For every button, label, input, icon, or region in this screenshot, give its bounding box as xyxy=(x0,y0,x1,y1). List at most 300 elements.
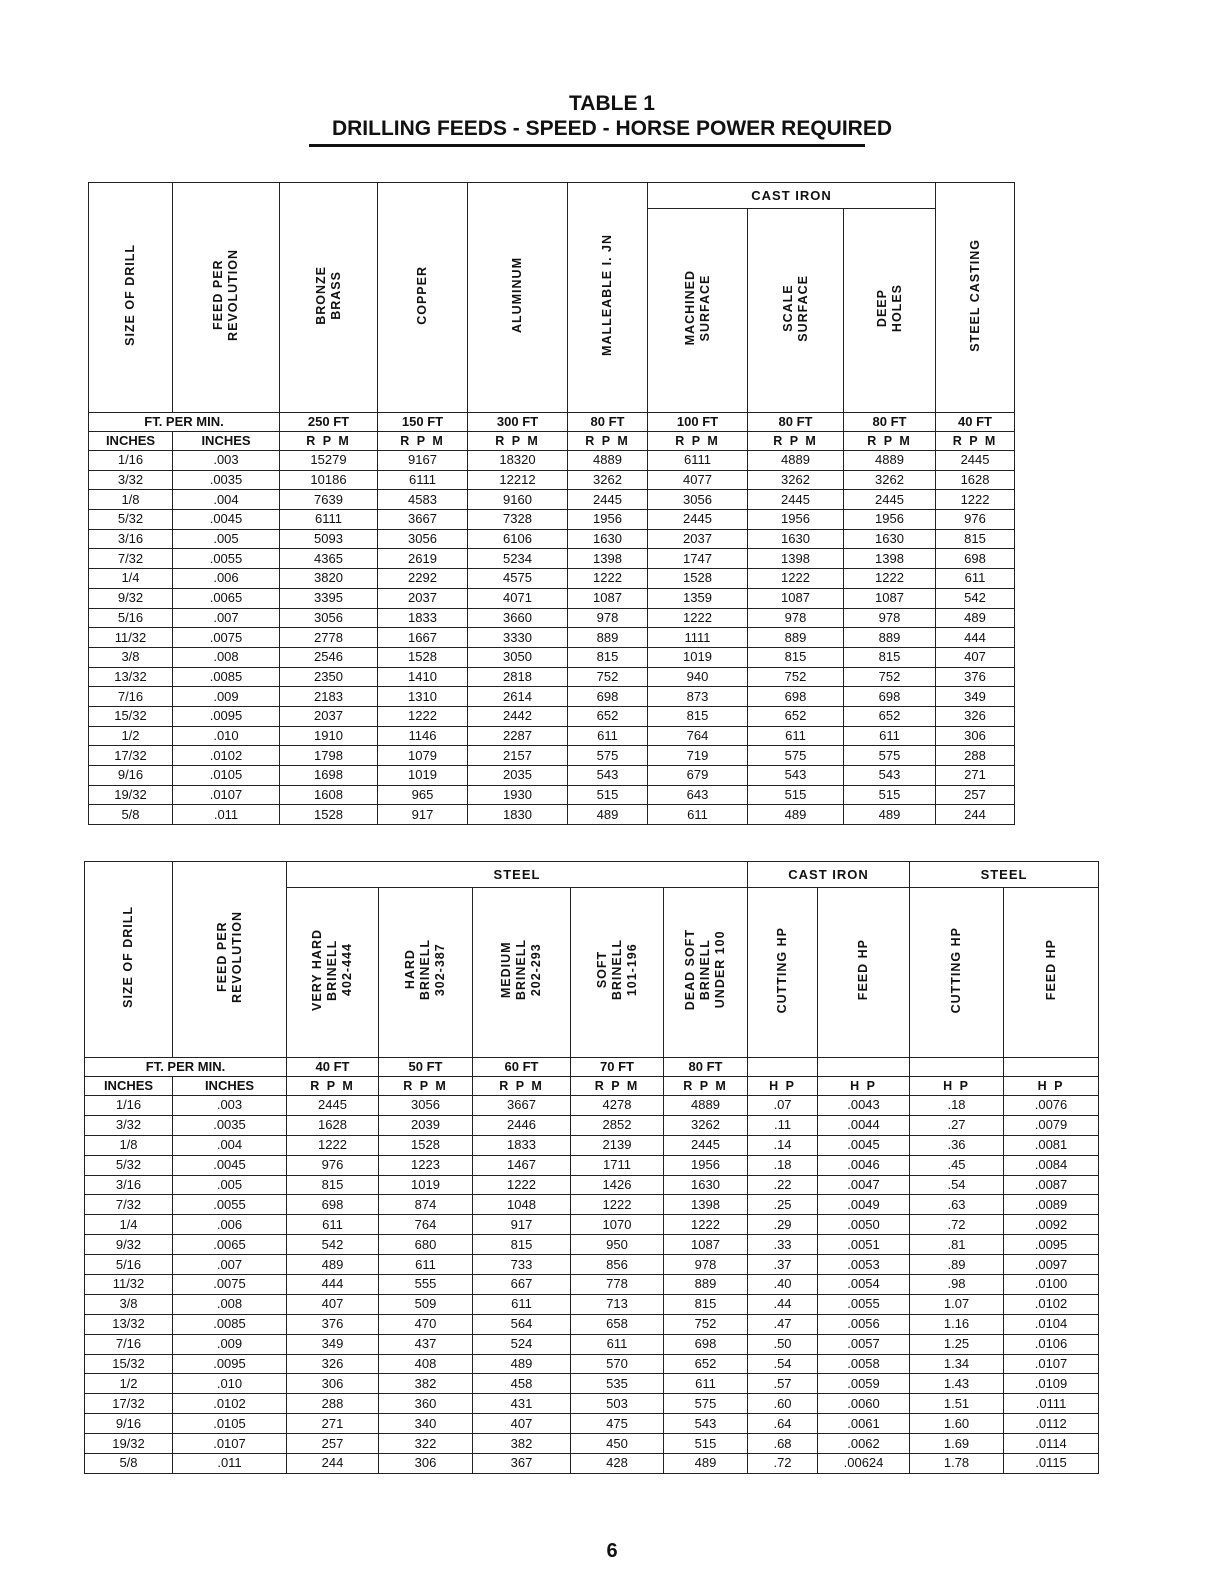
value-cell: 1087 xyxy=(664,1235,748,1255)
value-cell: 2445 xyxy=(844,490,936,510)
value-cell: 1222 xyxy=(648,608,748,628)
value-cell: 7639 xyxy=(280,490,378,510)
value-cell: 4071 xyxy=(468,588,568,608)
value-cell: 652 xyxy=(664,1354,748,1374)
ft-per-min-label: FT. PER MIN. xyxy=(85,1058,287,1077)
value-cell: 815 xyxy=(664,1294,748,1314)
value-cell: 322 xyxy=(379,1434,473,1454)
value-cell: 543 xyxy=(568,766,648,786)
value-cell: 815 xyxy=(748,647,844,667)
col-header-feed: FEED PER REVOLUTION xyxy=(173,183,280,413)
value-cell: 475 xyxy=(571,1414,664,1434)
value-cell: .0106 xyxy=(1004,1334,1099,1354)
value-cell: 815 xyxy=(844,647,936,667)
value-cell: 515 xyxy=(748,785,844,805)
unit-rpm: R P M xyxy=(936,432,1015,451)
feed-cell: .010 xyxy=(173,1374,287,1394)
unit-row xyxy=(85,1077,1099,1096)
value-cell: 489 xyxy=(936,608,1015,628)
value-cell: 3056 xyxy=(379,1096,473,1116)
value-cell: .0060 xyxy=(818,1394,910,1414)
drill-size-cell: 17/32 xyxy=(89,746,173,766)
speed-row xyxy=(85,1058,1099,1077)
value-cell: 889 xyxy=(664,1275,748,1295)
value-cell: 542 xyxy=(287,1235,379,1255)
value-cell: 976 xyxy=(287,1155,379,1175)
value-cell: 733 xyxy=(473,1255,571,1275)
value-cell: 458 xyxy=(473,1374,571,1394)
value-cell: .0115 xyxy=(1004,1454,1099,1474)
value-cell: 752 xyxy=(664,1314,748,1334)
value-cell: 575 xyxy=(748,746,844,766)
value-cell: 244 xyxy=(936,805,1015,825)
drill-size-cell: 3/8 xyxy=(85,1294,173,1314)
value-cell: 382 xyxy=(473,1434,571,1454)
table-row xyxy=(89,549,1015,569)
value-cell: 1830 xyxy=(468,805,568,825)
unit-inches: INCHES xyxy=(173,1077,287,1096)
value-cell: 698 xyxy=(844,687,936,707)
value-cell: 408 xyxy=(379,1354,473,1374)
value-cell: 349 xyxy=(287,1334,379,1354)
col-header-malleable: MALLEABLE I. JN xyxy=(568,183,648,413)
value-cell: 1079 xyxy=(378,746,468,766)
drill-size-cell: 1/4 xyxy=(85,1215,173,1235)
value-cell: 889 xyxy=(748,628,844,648)
value-cell: 4889 xyxy=(664,1096,748,1116)
value-cell: .63 xyxy=(910,1195,1004,1215)
value-cell: 1.78 xyxy=(910,1454,1004,1474)
empty-cell xyxy=(1004,1058,1099,1077)
value-cell: 1528 xyxy=(379,1135,473,1155)
value-cell: 1833 xyxy=(473,1135,571,1155)
value-cell: 874 xyxy=(379,1195,473,1215)
col-header-size: SIZE OF DRILL xyxy=(85,862,173,1058)
speed-cell: 80 FT xyxy=(844,413,936,432)
value-cell: 1111 xyxy=(648,628,748,648)
value-cell: 1.07 xyxy=(910,1294,1004,1314)
feed-cell: .009 xyxy=(173,1334,287,1354)
value-cell: 555 xyxy=(379,1275,473,1295)
value-cell: 1146 xyxy=(378,726,468,746)
value-cell: 5234 xyxy=(468,549,568,569)
drill-size-cell: 11/32 xyxy=(89,628,173,648)
unit-hp: H P xyxy=(748,1077,818,1096)
table-row xyxy=(89,706,1015,726)
value-cell: .50 xyxy=(748,1334,818,1354)
table-row xyxy=(89,726,1015,746)
table-row xyxy=(85,1454,1099,1474)
feed-cell: .0105 xyxy=(173,766,280,786)
drill-size-cell: 7/32 xyxy=(85,1195,173,1215)
value-cell: .00624 xyxy=(818,1454,910,1474)
feed-cell: .0045 xyxy=(173,510,280,530)
value-cell: 667 xyxy=(473,1275,571,1295)
drill-size-cell: 19/32 xyxy=(89,785,173,805)
col-header-size: SIZE OF DRILL xyxy=(89,183,173,413)
group-header-steel-hp: STEEL xyxy=(910,862,1099,888)
value-cell: 1359 xyxy=(648,588,748,608)
value-cell: .0054 xyxy=(818,1275,910,1295)
value-cell: 978 xyxy=(568,608,648,628)
value-cell: .68 xyxy=(748,1434,818,1454)
table-row xyxy=(89,470,1015,490)
value-cell: 1398 xyxy=(664,1195,748,1215)
value-cell: 978 xyxy=(844,608,936,628)
value-cell: .44 xyxy=(748,1294,818,1314)
value-cell: 349 xyxy=(936,687,1015,707)
speed-row xyxy=(89,413,1015,432)
value-cell: 543 xyxy=(664,1414,748,1434)
drill-size-cell: 3/16 xyxy=(89,529,173,549)
table-row xyxy=(85,1235,1099,1255)
drill-size-cell: 5/8 xyxy=(89,805,173,825)
value-cell: 1.16 xyxy=(910,1314,1004,1334)
value-cell: 2037 xyxy=(648,529,748,549)
value-cell: 2818 xyxy=(468,667,568,687)
value-cell: .72 xyxy=(910,1215,1004,1235)
value-cell: 1628 xyxy=(287,1115,379,1135)
value-cell: .27 xyxy=(910,1115,1004,1135)
col-header-dead-soft: DEAD SOFT BRINELL UNDER 100 xyxy=(664,888,748,1058)
value-cell: 1667 xyxy=(378,628,468,648)
value-cell: 3660 xyxy=(468,608,568,628)
value-cell: 326 xyxy=(936,706,1015,726)
value-cell: 1630 xyxy=(748,529,844,549)
value-cell: 719 xyxy=(648,746,748,766)
drill-size-cell: 3/16 xyxy=(85,1175,173,1195)
table-row xyxy=(85,1414,1099,1434)
value-cell: 1628 xyxy=(936,470,1015,490)
value-cell: 2292 xyxy=(378,569,468,589)
drill-size-cell: 7/32 xyxy=(89,549,173,569)
table-row xyxy=(85,1394,1099,1414)
value-cell: 306 xyxy=(287,1374,379,1394)
value-cell: .37 xyxy=(748,1255,818,1275)
empty-cell xyxy=(748,1058,818,1077)
table-row xyxy=(85,1354,1099,1374)
speed-cell: 60 FT xyxy=(473,1058,571,1077)
value-cell: 1698 xyxy=(280,766,378,786)
value-cell: .0095 xyxy=(1004,1235,1099,1255)
drill-size-cell: 7/16 xyxy=(85,1334,173,1354)
value-cell: 2445 xyxy=(664,1135,748,1155)
value-cell: 1910 xyxy=(280,726,378,746)
table-row xyxy=(89,785,1015,805)
value-cell: 698 xyxy=(936,549,1015,569)
value-cell: 1222 xyxy=(571,1195,664,1215)
unit-rpm: R P M xyxy=(379,1077,473,1096)
feed-cell: .010 xyxy=(173,726,280,746)
value-cell: .81 xyxy=(910,1235,1004,1255)
value-cell: 431 xyxy=(473,1394,571,1414)
value-cell: 489 xyxy=(748,805,844,825)
drill-size-cell: 3/32 xyxy=(89,470,173,490)
value-cell: .0057 xyxy=(818,1334,910,1354)
speed-cell: 70 FT xyxy=(571,1058,664,1077)
unit-rpm: R P M xyxy=(844,432,936,451)
col-header-soft: SOFT BRINELL 101-196 xyxy=(571,888,664,1058)
value-cell: 2035 xyxy=(468,766,568,786)
value-cell: .60 xyxy=(748,1394,818,1414)
speed-cell: 40 FT xyxy=(936,413,1015,432)
value-cell: 18320 xyxy=(468,451,568,471)
value-cell: .0092 xyxy=(1004,1215,1099,1235)
feed-cell: .0065 xyxy=(173,588,280,608)
feed-cell: .0055 xyxy=(173,549,280,569)
unit-rpm: R P M xyxy=(378,432,468,451)
value-cell: 1711 xyxy=(571,1155,664,1175)
drill-size-cell: 9/16 xyxy=(89,766,173,786)
unit-rpm: R P M xyxy=(280,432,378,451)
drill-size-cell: 1/8 xyxy=(89,490,173,510)
value-cell: 1956 xyxy=(748,510,844,530)
value-cell: 1087 xyxy=(748,588,844,608)
unit-hp: H P xyxy=(910,1077,1004,1096)
value-cell: 1070 xyxy=(571,1215,664,1235)
unit-inches: INCHES xyxy=(85,1077,173,1096)
value-cell: 509 xyxy=(379,1294,473,1314)
value-cell: 271 xyxy=(287,1414,379,1434)
value-cell: .36 xyxy=(910,1135,1004,1155)
value-cell: 652 xyxy=(844,706,936,726)
drill-size-cell: 19/32 xyxy=(85,1434,173,1454)
col-header-deep: DEEP HOLES xyxy=(844,209,936,413)
unit-rpm: R P M xyxy=(287,1077,379,1096)
value-cell: 360 xyxy=(379,1394,473,1414)
value-cell: 2445 xyxy=(748,490,844,510)
feed-cell: .004 xyxy=(173,490,280,510)
value-cell: 271 xyxy=(936,766,1015,786)
value-cell: .47 xyxy=(748,1314,818,1334)
header-row xyxy=(89,183,1015,209)
unit-rpm: R P M xyxy=(473,1077,571,1096)
table-row xyxy=(89,667,1015,687)
value-cell: 1222 xyxy=(844,569,936,589)
col-header-ci-cutting-hp: CUTTING HP xyxy=(748,888,818,1058)
value-cell: .0045 xyxy=(818,1135,910,1155)
value-cell: 376 xyxy=(287,1314,379,1334)
value-cell: 2446 xyxy=(473,1115,571,1135)
drill-size-cell: 7/16 xyxy=(89,687,173,707)
table-row xyxy=(85,1155,1099,1175)
feed-cell: .006 xyxy=(173,569,280,589)
col-header-very-hard: VERY HARD BRINELL 402-444 xyxy=(287,888,379,1058)
speed-cell: 80 FT xyxy=(748,413,844,432)
feed-cell: .0102 xyxy=(173,1394,287,1414)
value-cell: 1019 xyxy=(648,647,748,667)
value-cell: .14 xyxy=(748,1135,818,1155)
value-cell: 965 xyxy=(378,785,468,805)
value-cell: 764 xyxy=(648,726,748,746)
value-cell: 470 xyxy=(379,1314,473,1334)
col-header-steel-casting: STEEL CASTING xyxy=(936,183,1015,413)
value-cell: 1398 xyxy=(844,549,936,569)
value-cell: 6111 xyxy=(648,451,748,471)
value-cell: .0081 xyxy=(1004,1135,1099,1155)
header-row xyxy=(85,862,1099,888)
value-cell: 1019 xyxy=(379,1175,473,1195)
value-cell: .18 xyxy=(748,1155,818,1175)
value-cell: 1.69 xyxy=(910,1434,1004,1454)
value-cell: 1.60 xyxy=(910,1414,1004,1434)
table-row xyxy=(89,588,1015,608)
value-cell: 815 xyxy=(648,706,748,726)
feed-cell: .0065 xyxy=(173,1235,287,1255)
value-cell: 15279 xyxy=(280,451,378,471)
value-cell: 1630 xyxy=(844,529,936,549)
drill-size-cell: 5/8 xyxy=(85,1454,173,1474)
value-cell: .40 xyxy=(748,1275,818,1295)
value-cell: 611 xyxy=(936,569,1015,589)
value-cell: .0109 xyxy=(1004,1374,1099,1394)
value-cell: 679 xyxy=(648,766,748,786)
drill-size-cell: 5/16 xyxy=(85,1255,173,1275)
table-row xyxy=(89,529,1015,549)
table-row xyxy=(85,1434,1099,1454)
drill-size-cell: 9/16 xyxy=(85,1414,173,1434)
page-title: DRILLING FEEDS - SPEED - HORSE POWER REQUIRED xyxy=(331,117,893,140)
feed-cell: .0045 xyxy=(173,1155,287,1175)
value-cell: 3667 xyxy=(473,1096,571,1116)
value-cell: 1956 xyxy=(568,510,648,530)
value-cell: .0112 xyxy=(1004,1414,1099,1434)
value-cell: 1.34 xyxy=(910,1354,1004,1374)
value-cell: 815 xyxy=(287,1175,379,1195)
drilling-speed-table xyxy=(88,182,1015,825)
value-cell: 543 xyxy=(748,766,844,786)
value-cell: 1426 xyxy=(571,1175,664,1195)
value-cell: 2037 xyxy=(280,706,378,726)
title-underline xyxy=(309,144,865,147)
value-cell: 752 xyxy=(748,667,844,687)
value-cell: 3056 xyxy=(280,608,378,628)
value-cell: .0056 xyxy=(818,1314,910,1334)
value-cell: 450 xyxy=(571,1434,664,1454)
value-cell: 698 xyxy=(664,1334,748,1354)
value-cell: 1528 xyxy=(648,569,748,589)
feed-cell: .0085 xyxy=(173,667,280,687)
feed-cell: .0055 xyxy=(173,1195,287,1215)
table-row xyxy=(85,1215,1099,1235)
value-cell: 1930 xyxy=(468,785,568,805)
drill-size-cell: 13/32 xyxy=(85,1314,173,1334)
col-header-st-feed-hp: FEED HP xyxy=(1004,888,1099,1058)
unit-rpm: R P M xyxy=(468,432,568,451)
value-cell: 340 xyxy=(379,1414,473,1434)
value-cell: 4278 xyxy=(571,1096,664,1116)
value-cell: 1.51 xyxy=(910,1394,1004,1414)
value-cell: 815 xyxy=(473,1235,571,1255)
value-cell: 2039 xyxy=(379,1115,473,1135)
value-cell: 1398 xyxy=(748,549,844,569)
speed-cell: 50 FT xyxy=(379,1058,473,1077)
feed-cell: .009 xyxy=(173,687,280,707)
feed-cell: .0075 xyxy=(173,628,280,648)
value-cell: 515 xyxy=(844,785,936,805)
value-cell: .0087 xyxy=(1004,1175,1099,1195)
value-cell: 3050 xyxy=(468,647,568,667)
value-cell: 2037 xyxy=(378,588,468,608)
unit-hp: H P xyxy=(1004,1077,1099,1096)
value-cell: 575 xyxy=(664,1394,748,1414)
value-cell: 652 xyxy=(568,706,648,726)
value-cell: 1223 xyxy=(379,1155,473,1175)
value-cell: .0089 xyxy=(1004,1195,1099,1215)
value-cell: 515 xyxy=(664,1434,748,1454)
value-cell: 489 xyxy=(568,805,648,825)
value-cell: 1.25 xyxy=(910,1334,1004,1354)
value-cell: 2445 xyxy=(287,1096,379,1116)
value-cell: 611 xyxy=(473,1294,571,1314)
value-cell: 1956 xyxy=(844,510,936,530)
value-cell: 1798 xyxy=(280,746,378,766)
value-cell: 4365 xyxy=(280,549,378,569)
feed-cell: .0105 xyxy=(173,1414,287,1434)
value-cell: 764 xyxy=(379,1215,473,1235)
table-row xyxy=(85,1135,1099,1155)
drill-size-cell: 1/2 xyxy=(85,1374,173,1394)
value-cell: 489 xyxy=(287,1255,379,1275)
speed-cell: 80 FT xyxy=(664,1058,748,1077)
table-row xyxy=(85,1175,1099,1195)
value-cell: 6111 xyxy=(378,470,468,490)
value-cell: 288 xyxy=(936,746,1015,766)
feed-cell: .0095 xyxy=(173,1354,287,1374)
value-cell: 524 xyxy=(473,1334,571,1354)
value-cell: 1019 xyxy=(378,766,468,786)
value-cell: 1833 xyxy=(378,608,468,628)
table-row xyxy=(89,805,1015,825)
speed-cell: 100 FT xyxy=(648,413,748,432)
speed-cell: 250 FT xyxy=(280,413,378,432)
value-cell: 2778 xyxy=(280,628,378,648)
feed-cell: .007 xyxy=(173,608,280,628)
group-header-cast-iron: CAST IRON xyxy=(648,183,936,209)
value-cell: .0061 xyxy=(818,1414,910,1434)
col-header-feed: FEED PER REVOLUTION xyxy=(173,862,287,1058)
value-cell: 9167 xyxy=(378,451,468,471)
value-cell: 3395 xyxy=(280,588,378,608)
value-cell: 1630 xyxy=(568,529,648,549)
value-cell: 376 xyxy=(936,667,1015,687)
value-cell: 1222 xyxy=(378,706,468,726)
table-row xyxy=(89,490,1015,510)
value-cell: .0053 xyxy=(818,1255,910,1275)
value-cell: .0111 xyxy=(1004,1394,1099,1414)
value-cell: .0107 xyxy=(1004,1354,1099,1374)
value-cell: 1222 xyxy=(664,1215,748,1235)
steel-horsepower-table xyxy=(84,861,1099,1474)
value-cell: 3056 xyxy=(378,529,468,549)
table-label: TABLE 1 xyxy=(569,92,655,115)
value-cell: .89 xyxy=(910,1255,1004,1275)
value-cell: 542 xyxy=(936,588,1015,608)
value-cell: .0051 xyxy=(818,1235,910,1255)
value-cell: 3262 xyxy=(664,1115,748,1135)
value-cell: 752 xyxy=(844,667,936,687)
value-cell: 444 xyxy=(936,628,1015,648)
col-header-machined: MACHINED SURFACE xyxy=(648,209,748,413)
table-row xyxy=(85,1314,1099,1334)
value-cell: 4575 xyxy=(468,569,568,589)
col-header-aluminum: ALUMINUM xyxy=(468,183,568,413)
value-cell: 2445 xyxy=(648,510,748,530)
value-cell: 680 xyxy=(379,1235,473,1255)
value-cell: .0084 xyxy=(1004,1155,1099,1175)
value-cell: .0100 xyxy=(1004,1275,1099,1295)
value-cell: 2442 xyxy=(468,706,568,726)
